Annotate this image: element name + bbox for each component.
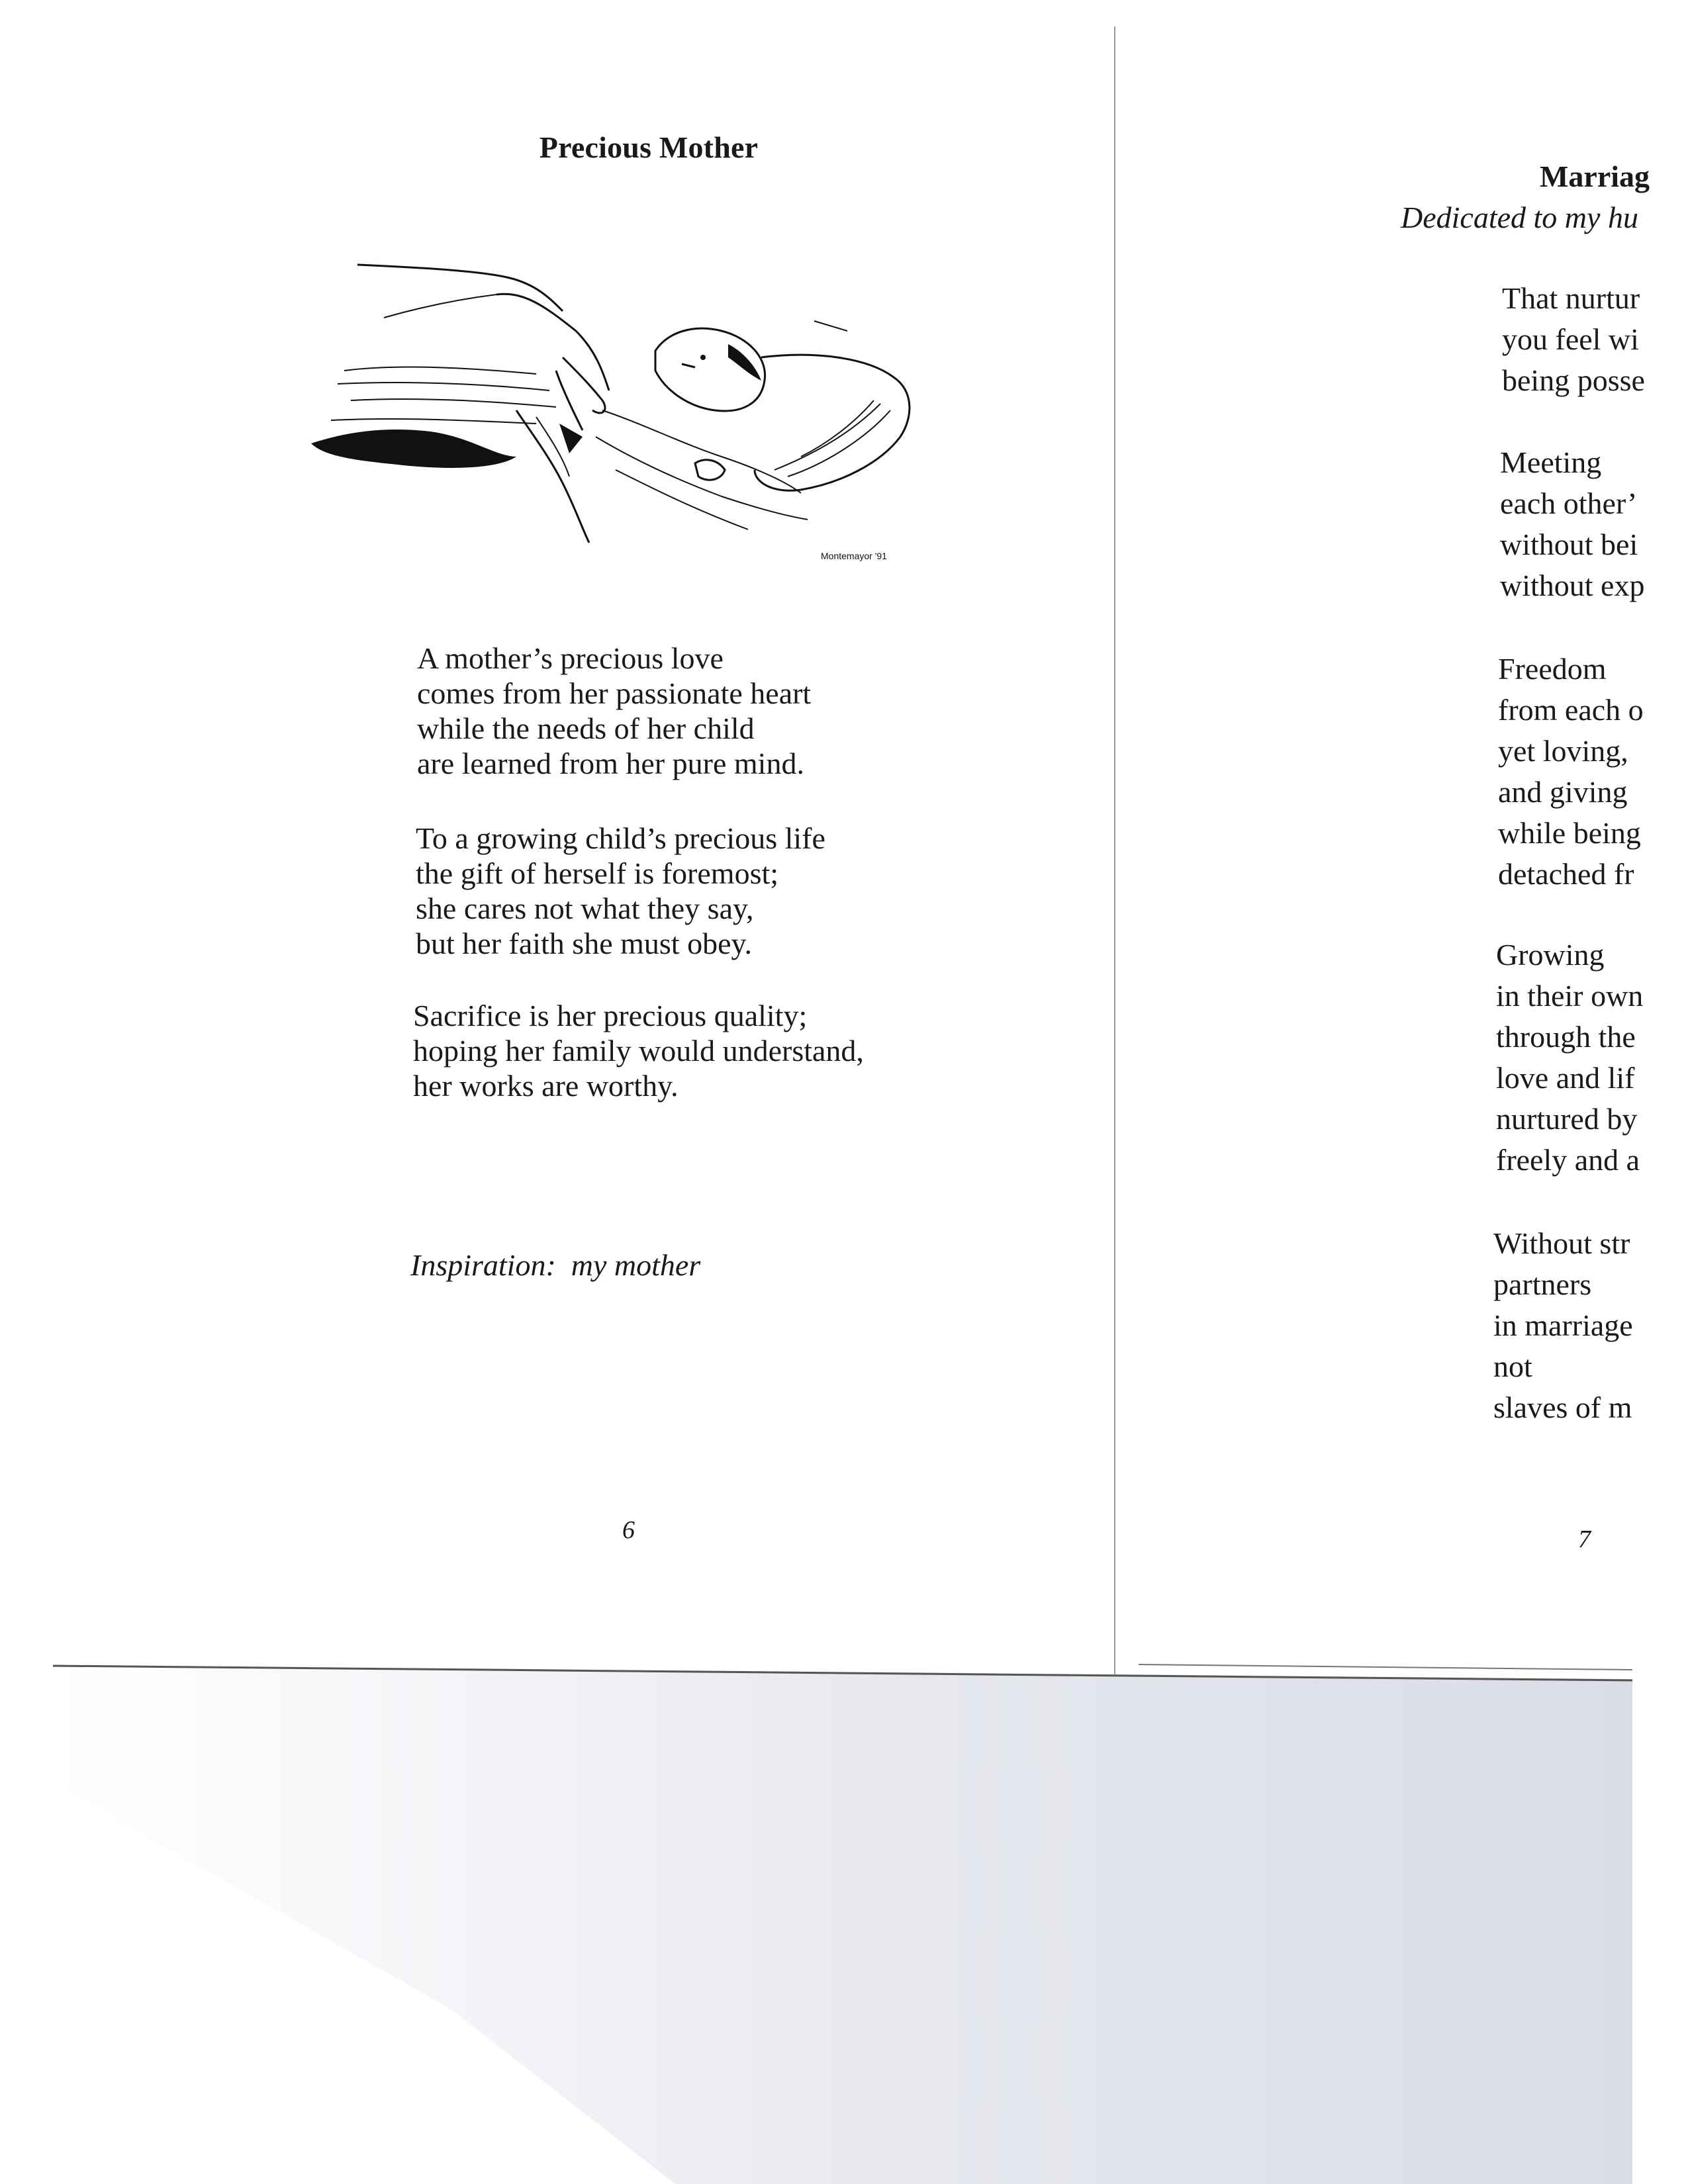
poem-line: not bbox=[1493, 1349, 1532, 1383]
scanner-shadow-area bbox=[53, 1664, 1632, 2184]
poem-line: partners bbox=[1493, 1267, 1592, 1301]
poem-line: To a growing child’s precious life bbox=[416, 821, 825, 855]
poem-line: each other’ bbox=[1500, 486, 1638, 520]
stanza-3 bbox=[1498, 649, 1644, 895]
poem-line: hoping her family would understand, bbox=[413, 1034, 864, 1068]
poem-line: nurtured by bbox=[1496, 1102, 1638, 1136]
poem-line: love and lif bbox=[1496, 1061, 1635, 1095]
page-number: 7 bbox=[1578, 1525, 1591, 1553]
inspiration-note: Inspiration: my mother bbox=[410, 1248, 701, 1282]
stanza-1 bbox=[417, 641, 811, 781]
stanza-1 bbox=[1502, 278, 1645, 401]
page-number: 6 bbox=[622, 1516, 635, 1544]
dedication-line: Dedicated to my hu bbox=[1401, 201, 1638, 234]
poem-line: comes from her passionate heart bbox=[417, 676, 812, 710]
poem-line: being posse bbox=[1502, 363, 1645, 397]
poem-line: freely and a bbox=[1496, 1143, 1640, 1177]
poem-line: without exp bbox=[1500, 569, 1645, 602]
right-page bbox=[1116, 0, 1650, 1694]
stanza-4 bbox=[1496, 934, 1643, 1181]
poem-line: she cares not what they say, bbox=[416, 891, 754, 925]
poem-line: while the needs of her child bbox=[417, 711, 755, 745]
poem-line: That nurtur bbox=[1502, 281, 1640, 315]
stanza-5 bbox=[1493, 1223, 1633, 1428]
poem-title: Precious Mother bbox=[539, 130, 759, 164]
poem-line: slaves of m bbox=[1493, 1390, 1632, 1424]
stanza-3 bbox=[413, 998, 864, 1103]
poem-line: Meeting bbox=[1500, 445, 1602, 479]
poem-title: Marriag bbox=[1540, 159, 1650, 193]
poem-line: Sacrifice is her precious quality; bbox=[413, 999, 808, 1032]
poem-line: but her faith she must obey. bbox=[416, 927, 753, 960]
poem-line: without bei bbox=[1500, 527, 1638, 561]
mother-and-baby-illustration bbox=[298, 258, 973, 589]
poem-line: A mother’s precious love bbox=[417, 641, 724, 675]
poem-line: detached fr bbox=[1498, 857, 1634, 891]
stanza-2 bbox=[1500, 442, 1644, 606]
poem-line: Growing bbox=[1496, 938, 1605, 972]
poem-line: in their own bbox=[1496, 979, 1644, 1013]
poem-line: and giving bbox=[1498, 775, 1628, 809]
poem-line: in marriage bbox=[1493, 1308, 1633, 1342]
poem-line: Freedom bbox=[1498, 652, 1607, 686]
poem-line: you feel wi bbox=[1502, 322, 1639, 356]
poem-line: her works are worthy. bbox=[413, 1069, 679, 1103]
poem-line: through the bbox=[1496, 1020, 1636, 1054]
poem-line: yet loving, bbox=[1498, 734, 1628, 768]
poem-line: Without str bbox=[1493, 1226, 1630, 1260]
book-spine-divider bbox=[1114, 26, 1115, 1681]
poem-line: are learned from her pure mind. bbox=[417, 747, 804, 780]
stanza-2 bbox=[416, 821, 825, 961]
poem-line: from each o bbox=[1498, 693, 1644, 727]
poem-line: the gift of herself is foremost; bbox=[416, 856, 779, 890]
illustration-signature: Montemayor '91 bbox=[821, 551, 887, 561]
poem-line: while being bbox=[1498, 816, 1641, 850]
